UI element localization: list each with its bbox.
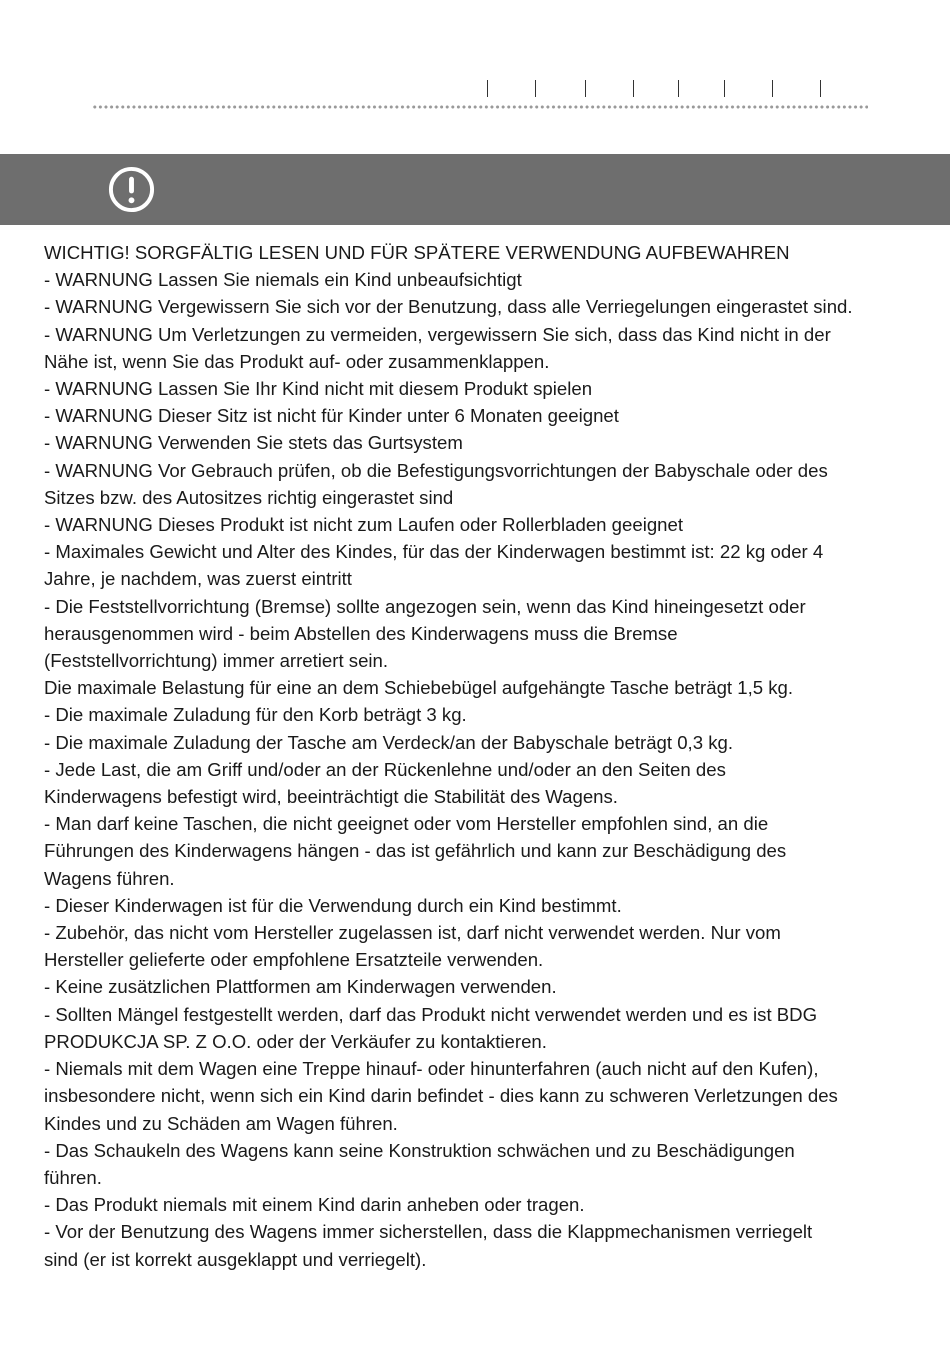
- text-line: - Jede Last, die am Griff und/oder an der Rückenlehne und/oder an den Seiten des: [44, 758, 726, 780]
- text-line: - Das Schaukeln des Wagens kann seine Konstruktion schwächen und zu Beschädigungen: [44, 1139, 795, 1161]
- text-line: - WARNUNG Verwenden Sie stets das Gurtsystem: [44, 432, 463, 454]
- text-line: (Feststellvorrichtung) immer arretiert sein.: [44, 650, 389, 672]
- tick-mark: [772, 80, 773, 97]
- text-line: Kindes und zu Schäden am Wagen führen.: [44, 1112, 398, 1134]
- exclamation-circle-icon: [107, 165, 156, 214]
- text-line: - Zubehör, das nicht vom Hersteller zugelassen ist, darf nicht verwendet werden. Nur vom: [44, 922, 781, 944]
- text-line: - Man darf keine Taschen, die nicht geeignet oder vom Hersteller empfohlen sind, an die: [44, 813, 769, 835]
- text-line: Kinderwagens befestigt wird, beeinträchtigt die Stabilität des Wagens.: [44, 786, 618, 808]
- text-line: - Maximales Gewicht und Alter des Kindes, für das der Kinderwagen bestimmt ist: 22 kg oder 4: [44, 541, 824, 563]
- text-line: - WARNUNG Vor Gebrauch prüfen, ob die Befestigungsvorrichtungen der Babyschale oder des: [44, 459, 828, 481]
- text-line: sind (er ist korrekt ausgeklappt und verriegelt).: [44, 1248, 427, 1270]
- text-line: - Keine zusätzlichen Plattformen am Kinderwagen verwenden.: [44, 976, 557, 998]
- text-line: führen.: [44, 1166, 102, 1188]
- text-line: - Vor der Benutzung des Wagens immer sicherstellen, dass die Klappmechanismen verriegelt: [44, 1221, 813, 1243]
- text-line: - WARNUNG Lassen Sie Ihr Kind nicht mit diesem Produkt spielen: [44, 378, 593, 400]
- text-line: Sitzes bzw. des Autositzes richtig eingerastet sind: [44, 486, 454, 508]
- warning-text: [44, 239, 924, 1273]
- tick-mark: [820, 80, 821, 97]
- text-line: Führungen des Kinderwagens hängen - das ist gefährlich und kann zur Beschädigung des: [44, 840, 787, 862]
- text-line: Jahre, je nachdem, was zuerst eintritt: [44, 568, 352, 590]
- text-line: insbesondere nicht, wenn sich ein Kind darin befindet - dies kann zu schweren Verletzungen des: [44, 1085, 838, 1107]
- tick-mark: [535, 80, 536, 97]
- text-line: - WARNUNG Dieser Sitz ist nicht für Kinder unter 6 Monaten geeignet: [44, 405, 619, 427]
- text-line: herausgenommen wird - beim Abstellen des Kinderwagens muss die Bremse: [44, 622, 678, 644]
- text-line: Die maximale Belastung für eine an dem Schiebebügel aufgehängte Tasche beträgt 1,5 kg.: [44, 677, 794, 699]
- text-line: - WARNUNG Vergewissern Sie sich vor der Benutzung, dass alle Verriegelungen eingerastet sind.: [44, 296, 853, 318]
- header-ticks: [0, 80, 950, 98]
- text-line: - Die maximale Zuladung für den Korb beträgt 3 kg.: [44, 704, 467, 726]
- text-line: - Dieser Kinderwagen ist für die Verwendung durch ein Kind bestimmt.: [44, 894, 622, 916]
- text-line: - Die maximale Zuladung der Tasche am Verdeck/an der Babyschale beträgt 0,3 kg.: [44, 731, 734, 753]
- text-line: Wagens führen.: [44, 867, 175, 889]
- text-line: - Das Produkt niemals mit einem Kind darin anheben oder tragen.: [44, 1194, 585, 1216]
- dotted-divider: [92, 104, 868, 110]
- text-line: - Die Feststellvorrichtung (Bremse) sollte angezogen sein, wenn das Kind hineingesetzt oder: [44, 595, 806, 617]
- text-line: WICHTIG! SORGFÄLTIG LESEN UND FÜR SPÄTERE VERWENDUNG AUFBEWAHREN: [44, 242, 790, 263]
- tick-mark: [633, 80, 634, 97]
- text-line: Hersteller gelieferte oder empfohlene Ersatzteile verwenden.: [44, 949, 544, 971]
- tick-mark: [487, 80, 488, 97]
- text-line: PRODUKCJA SP. Z O.O. oder der Verkäufer zu kontaktieren.: [44, 1030, 547, 1052]
- tick-mark: [678, 80, 679, 97]
- text-line: - WARNUNG Lassen Sie niemals ein Kind unbeaufsichtigt: [44, 269, 522, 291]
- text-line: - WARNUNG Um Verletzungen zu vermeiden, vergewissern Sie sich, dass das Kind nicht in der: [44, 323, 831, 345]
- warning-banner: [0, 154, 950, 225]
- text-line: - WARNUNG Dieses Produkt ist nicht zum Laufen oder Rollerbladen geeignet: [44, 514, 684, 536]
- tick-mark: [724, 80, 725, 97]
- text-line: - Niemals mit dem Wagen eine Treppe hinauf- oder hinunterfahren (auch nicht auf den Kufen),: [44, 1058, 819, 1080]
- text-line: Nähe ist, wenn Sie das Produkt auf- oder zusammenklappen.: [44, 350, 550, 372]
- text-line: - Sollten Mängel festgestellt werden, darf das Produkt nicht verwendet werden und es ist BDG: [44, 1003, 818, 1025]
- tick-mark: [585, 80, 586, 97]
